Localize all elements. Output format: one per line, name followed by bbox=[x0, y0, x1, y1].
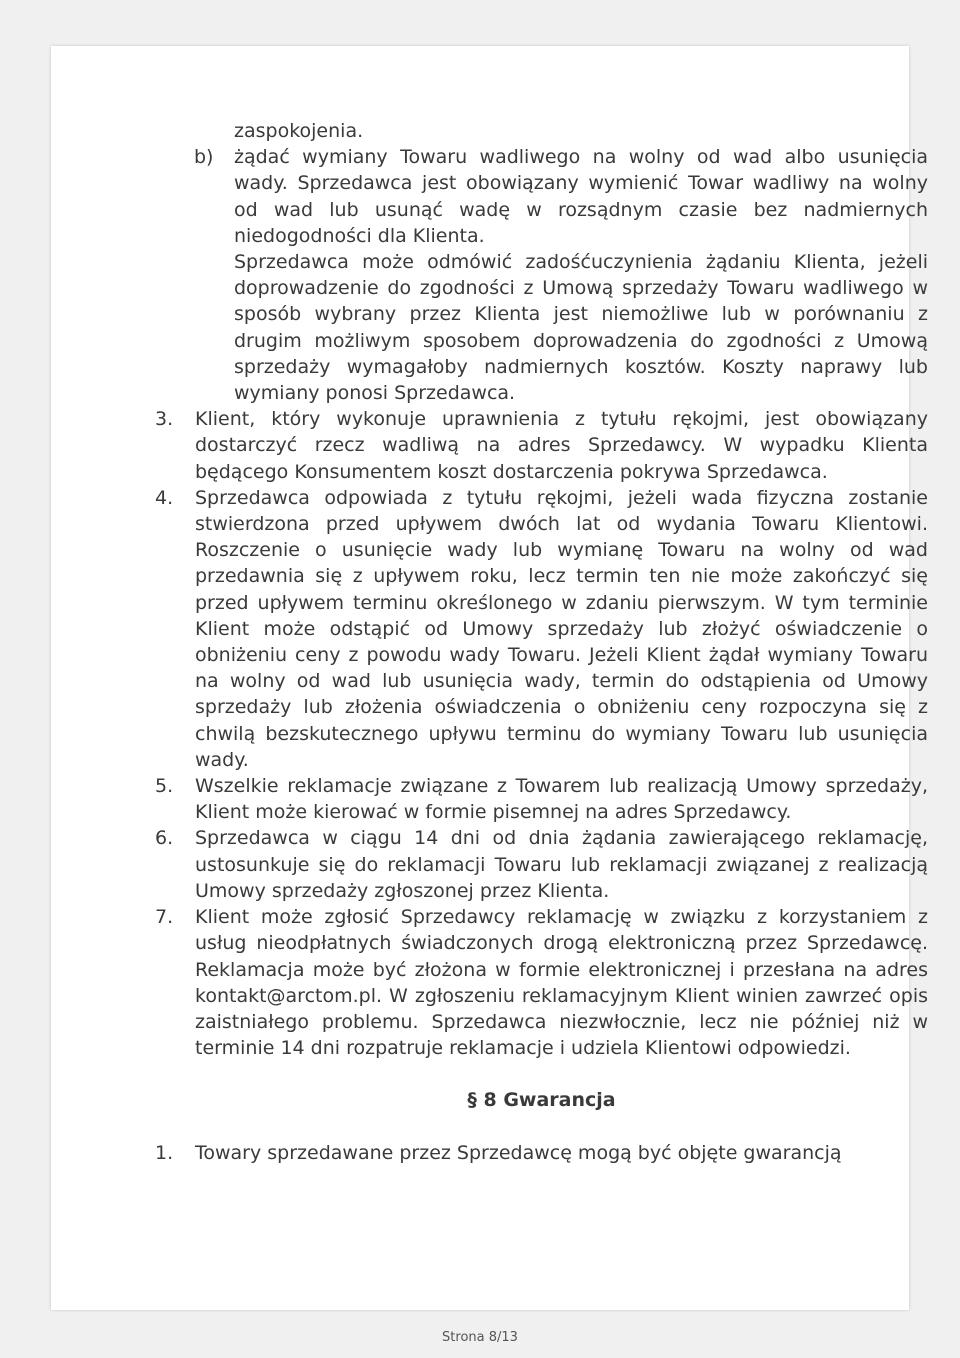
list-item-text: Towary sprzedawane przez Sprzedawcę mogą być objęte gwarancją bbox=[195, 1141, 842, 1164]
section-title: 8 Gwarancja bbox=[483, 1089, 616, 1112]
list-item-3 bbox=[155, 406, 928, 485]
list-item-5 bbox=[155, 773, 928, 825]
section-list-item-1 bbox=[155, 1140, 928, 1166]
page-footer: Strona 8/13 bbox=[442, 1330, 518, 1345]
list-number: 1. bbox=[155, 1141, 174, 1164]
list-item-7 bbox=[155, 904, 928, 1061]
list-item-text: Klient może zgłosić Sprzedawcy reklamację w związku z korzystaniem z usług nieodpłatnych świadczonych drogą elektroniczną przez Sprzedawcę. Reklamacja może być złożona w formie elektronicznej i przesłana na adres kontakt@arctom.pl. W zgłoszeniu reklamacyjnym Klient winien zawrzeć opis zaistniałego problemu. Sprzedawca niezwłocznie, lecz nie później niż w terminie 14 dni rozpatruje reklamacje i udziela Klientowi odpowiedzi. bbox=[195, 906, 928, 1060]
list-marker: b) bbox=[194, 146, 214, 169]
paragraph-b-continuation: Sprzedawca może odmówić zadośćuczynienia żądaniu Klienta, jeżeli doprowadzenie do zgodności z Umową sprzedaży Towaru wadliwego w sposób wybrany przez Klienta jest niemożliwe lub w porównaniu z drugim możliwym sposobem doprowadzenia do zgodności z Umową sprzedaży wymagałoby nadmiernych kosztów. Koszty naprawy lub wymiany ponosi Sprzedawca. bbox=[234, 251, 928, 405]
list-item-b bbox=[194, 144, 928, 249]
continuation-line: zaspokojenia. bbox=[234, 120, 364, 142]
list-item-4 bbox=[155, 485, 928, 773]
list-item-text: Klient, który wykonuje uprawnienia z tytułu rękojmi, jest obowiązany dostarczyć rzecz wadliwą na adres Sprzedawcy. W wypadku Klienta będącego Konsumentem koszt dostarczenia pokrywa Sprzedawca. bbox=[195, 408, 928, 483]
page-content bbox=[103, 118, 928, 1166]
list-item-text: Sprzedawca odpowiada z tytułu rękojmi, jeżeli wada fizyczna zostanie stwierdzona przed upływem dwóch lat od wydania Towaru Klientowi. Roszczenie o usunięcie wady lub wymianę Towaru na wolny od wad przedawnia się z upływem roku, lecz termin ten nie może zakończyć się przed upływem terminu określonego w zdaniu pierwszym. W tym terminie Klient może odstąpić od Umowy sprzedaży lub złożyć oświadczenie o obniżeniu ceny z powodu wady Towaru. Jeżeli Klient żądał wymiany Towaru na wolny od wad lub usunięcia wady, termin do odstąpienia od Umowy sprzedaży lub złożenia oświadczenia o obniżeniu ceny rozpoczyna się z chwilą bezskutecznego upływu terminu do wymiany Towaru lub usunięcia wady. bbox=[195, 486, 928, 771]
list-item-text: Wszelkie reklamacje związane z Towarem lub realizacją Umowy sprzedaży, Klient może kierować w formie pisemnej na adres Sprzedawcy. bbox=[195, 775, 928, 824]
section-sign: § bbox=[467, 1089, 477, 1112]
list-number: 4. bbox=[155, 486, 174, 509]
list-number: 6. bbox=[155, 827, 174, 850]
list-number: 5. bbox=[155, 775, 174, 798]
list-number: 3. bbox=[155, 408, 174, 431]
list-item-text: żądać wymiany Towaru wadliwego na wolny od wad albo usunięcia wady. Sprzedawca jest obowiązany wymienić Towar wadliwy na wolny od wad lub usunąć wadę w rozsądnym czasie bez nadmiernych niedogodności dla Klienta. bbox=[234, 146, 928, 247]
section-heading bbox=[103, 1087, 928, 1113]
numbered-list bbox=[103, 406, 928, 1061]
list-item-text: Sprzedawca w ciągu 14 dni od dnia żądania zawierającego reklamację, ustosunkuje się do reklamacji Towaru lub reklamacji związanej z realizacją Umowy sprzedaży zgłoszonej przez Klienta. bbox=[195, 827, 928, 902]
list-item-6 bbox=[155, 825, 928, 904]
document-page bbox=[51, 46, 928, 1310]
list-number: 7. bbox=[155, 906, 174, 929]
